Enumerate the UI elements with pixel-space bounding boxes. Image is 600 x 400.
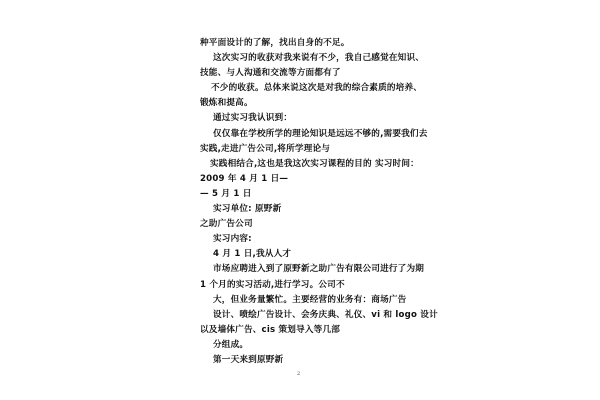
text-line: 分组成。 [213,339,249,350]
text-line: 之助广告公司 [200,219,253,230]
text-line: 通过实习我认识到： [213,113,293,124]
text-line: 实习单位: 原野新 [213,204,282,215]
text-line: 实践,走进广告公司,将所学理论与 [200,143,331,154]
text-line: 以及墙体广告、cis 策划导入等几部 [200,324,341,335]
text-line: 实习内容: [213,234,252,245]
text-line: 技能、与人沟通和交流等方面都有了 [200,68,341,79]
text-line: 实践相结合,这也是我这次实习课程的目的 实习时间： [210,158,419,169]
text-line: 1 个月的实习活动,进行学习。公司不 [200,279,345,290]
text-line: 设计、喷绘广告设计、会务庆典、礼仪、vi 和 logo 设计 [213,309,438,320]
text-line: 市场应聘进入到了原野新之助广告有限公司进行了为期 [213,264,425,275]
text-line: 不少的收获。总体来说这次是对我的综合素质的培养、 [211,83,423,94]
text-line: 2009 年 4 月 1 日— [200,173,289,184]
text-line: 种平面设计的了解，找出自身的不足。 [200,38,350,48]
text-line: 锻炼和提高。 [200,98,253,109]
text-line: 仅仅靠在学校所学的理论知识是远远不够的,需要我们去 [213,128,428,139]
page-number: 2 [297,371,301,377]
text-line: 4 月 1 日,我从人才 [213,249,292,260]
text-line: — 5 月 1 日 [200,188,252,199]
text-line: 第一天来到原野新 [213,355,284,365]
text-line: 这次实习的收获对我来说有不少，我自己感觉在知识、 [213,53,425,64]
text-line: 大，但业务量繁忙。主要经营的业务有：商场广告 [213,294,407,305]
